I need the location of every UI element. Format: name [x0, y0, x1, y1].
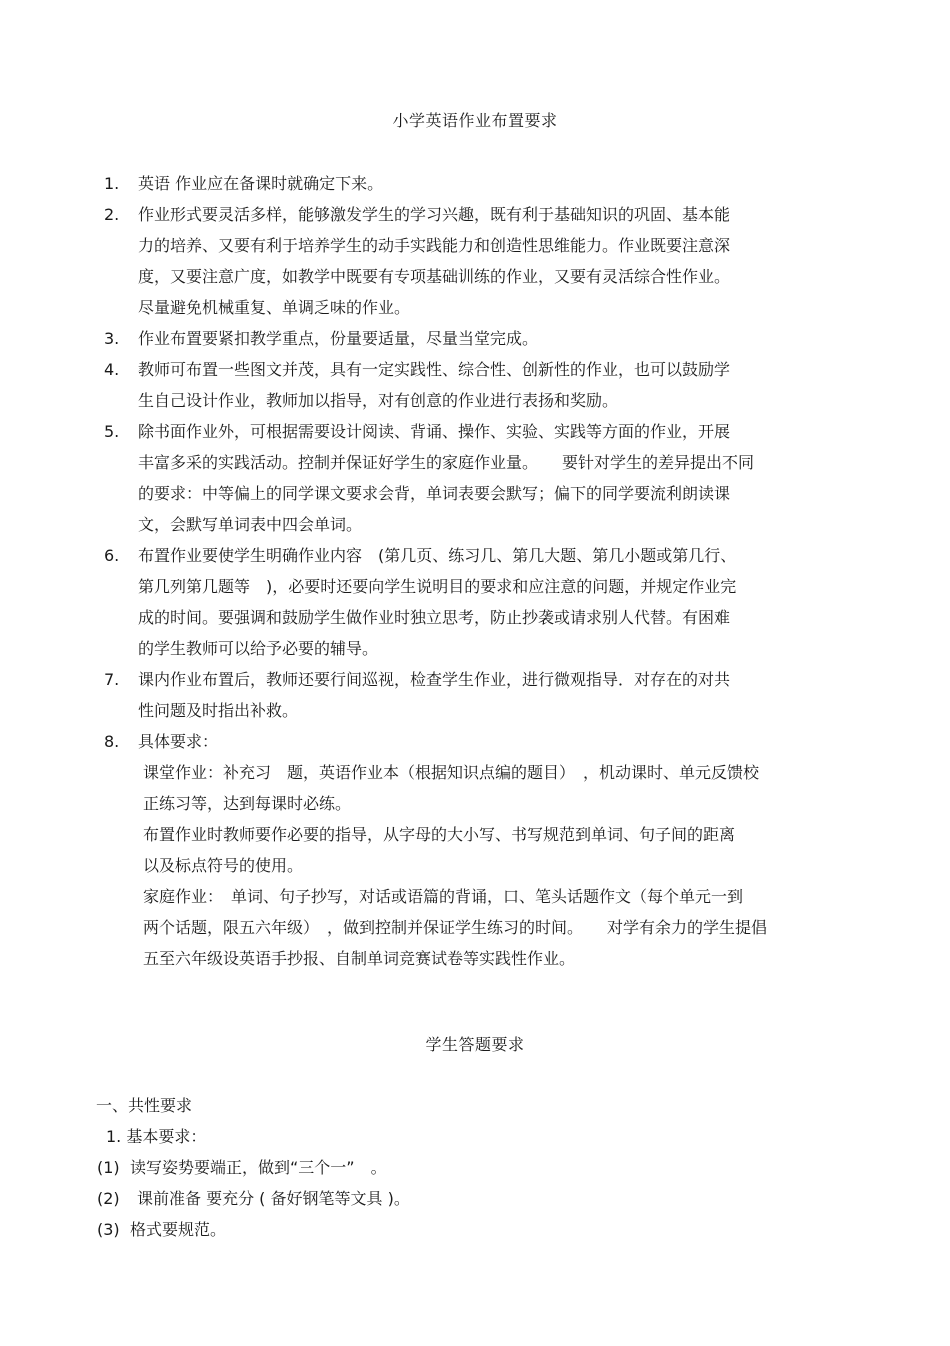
sub-paragraph-line: 布置作业时教师要作必要的指导，从字母的大小写、书写规范到单词、句子间的距离: [143, 825, 736, 844]
requirement-line: 读写姿势要端正，做到“三个一” 。: [130, 1158, 387, 1177]
section-heading: 一、共性要求: [96, 1096, 193, 1115]
item-line: 尽量避免机械重复、单调乏味的作业。: [138, 298, 411, 317]
item-number: 4.: [104, 360, 120, 379]
item-number: (3): [97, 1220, 120, 1239]
item-line: 生自己设计作业，教师加以指导，对有创意的作业进行表扬和奖励。: [138, 391, 619, 410]
item-line: 性问题及时指出补救。: [138, 701, 299, 720]
item-line: 作业布置要紧扣教学重点，份量要适量，尽量当堂完成。: [138, 329, 539, 348]
item-line: 具体要求：: [138, 732, 219, 751]
item-line: 课内作业布置后，教师还要行间巡视，检查学生作业，进行微观指导．对存在的对共: [138, 670, 731, 689]
item-number: 5.: [104, 422, 120, 441]
sub-paragraph-line: 家庭作业： 单词、句子抄写，对话或语篇的背诵，口、笔头话题作文（每个单元一到: [143, 887, 744, 906]
item-line: 教师可布置一些图文并茂，具有一定实践性、综合性、创新性的作业，也可以鼓励学: [138, 360, 731, 379]
section-sub-heading: 1. 基本要求：: [106, 1127, 207, 1146]
item-number: 1.: [104, 174, 120, 193]
item-number: 2.: [104, 205, 120, 224]
item-line: 文，会默写单词表中四会单词。: [138, 515, 363, 534]
doc-title-homework: 小学英语作业布置要求: [392, 111, 558, 130]
sub-paragraph-line: 两个话题，限五六年级） ，做到控制并保证学生练习的时间。 对学有余力的学生提倡: [143, 918, 768, 937]
doc-title-answering: 学生答题要求: [425, 1035, 525, 1054]
item-line: 丰富多采的实践活动。控制并保证好学生的家庭作业量。 要针对学生的差异提出不同: [138, 453, 755, 472]
item-number: (2): [97, 1189, 120, 1208]
sub-paragraph-line: 五至六年级设英语手抄报、自制单词竞赛试卷等实践性作业。: [143, 949, 576, 968]
item-line: 的要求：中等偏上的同学课文要求会背，单词表要会默写；偏下的同学要流利朗读课: [138, 484, 731, 503]
sub-paragraph-line: 以及标点符号的使用。: [143, 856, 304, 875]
sub-paragraph-line: 课堂作业：补充习 题，英语作业本（根据知识点编的题目） ，机动课时、单元反馈校: [143, 763, 760, 782]
item-number: 8.: [104, 732, 120, 751]
item-line: 第几列第几题等 )，必要时还要向学生说明目的要求和应注意的问题，并规定作业完: [138, 577, 737, 596]
item-number: 3.: [104, 329, 120, 348]
item-line: 布置作业要使学生明确作业内容 (第几页、练习几、第几大题、第几小题或第几行、: [138, 546, 737, 565]
item-line: 力的培养、又要有利于培养学生的动手实践能力和创造性思维能力。作业既要注意深: [138, 236, 731, 255]
sub-paragraph-line: 正练习等，达到每课时必练。: [143, 794, 352, 813]
item-number: 7.: [104, 670, 120, 689]
item-line: 度，又要注意广度，如教学中既要有专项基础训练的作业，又要有灵活综合性作业。: [138, 267, 731, 286]
item-line: 成的时间。要强调和鼓励学生做作业时独立思考，防止抄袭或请求别人代替。有困难: [138, 608, 731, 627]
item-line: 作业形式要灵活多样，能够激发学生的学习兴趣，既有利于基础知识的巩固、基本能: [138, 205, 731, 224]
item-line: 除书面作业外，可根据需要设计阅读、背诵、操作、实验、实践等方面的作业，开展: [138, 422, 731, 441]
item-line: 英语 作业应在备课时就确定下来。: [138, 174, 384, 193]
requirement-line: 课前准备 要充分 ( 备好钢笔等文具 )。: [137, 1189, 410, 1208]
item-number: 6.: [104, 546, 120, 565]
item-line: 的学生教师可以给予必要的辅导。: [138, 639, 379, 658]
item-number: (1): [97, 1158, 120, 1177]
requirement-line: 格式要规范。: [130, 1220, 227, 1239]
